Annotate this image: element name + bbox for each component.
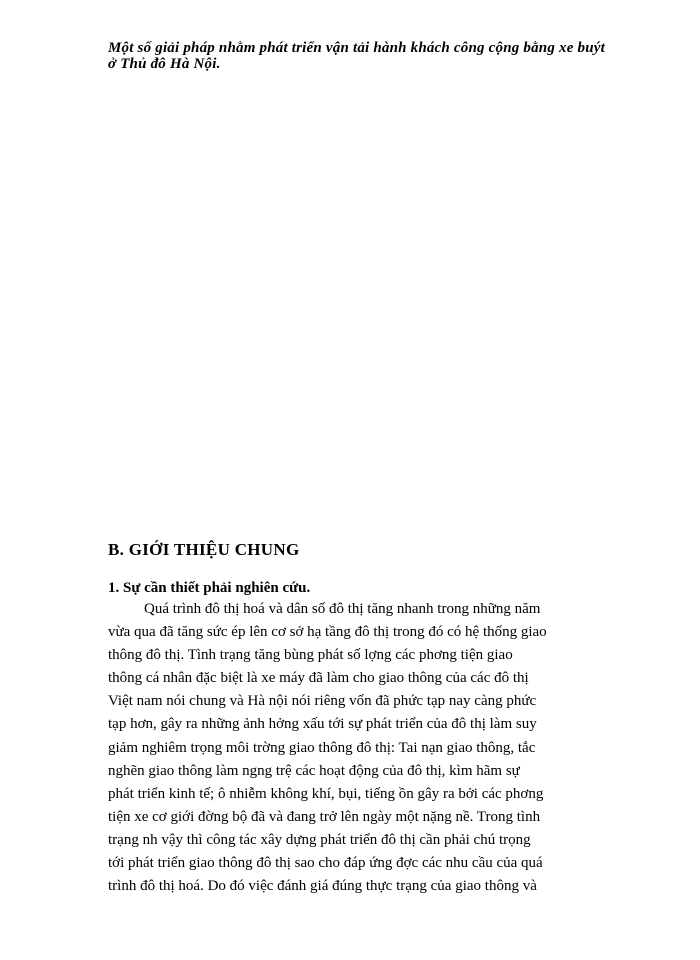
- body-line: tới phát triển giao thông đô thị sao cho đáp ứng đợc các nhu cầu của quá: [108, 855, 543, 872]
- body-line: vừa qua đã tăng sức ép lên cơ sở hạ tầng đô thị trong đó có hệ thống giao: [108, 624, 547, 641]
- subsection-heading: 1. Sự cần thiết phải nghiên cứu.: [108, 580, 311, 596]
- section-heading: B. GIỚI THIỆU CHUNG: [108, 540, 300, 559]
- body-line: phát triển kinh tế; ô nhiễm không khí, bụi, tiếng ồn gây ra bởi các phơng: [108, 785, 544, 802]
- body-line: thông đô thị. Tình trạng tăng bùng phát số lợng các phơng tiện giao: [108, 647, 513, 664]
- body-line: Quá trình đô thị hoá và dân số đô thị tăng nhanh trong những năm: [144, 601, 541, 617]
- body-paragraph: [108, 598, 600, 898]
- body-line: trạng nh vậy thì công tác xây dựng phát triển đô thị cần phải chú trọng: [108, 831, 531, 848]
- body-line: giảm nghiêm trọng môi trờng giao thông đô thị: Tai nạn giao thông, tắc: [108, 739, 536, 756]
- body-line: tạp hơn, gây ra những ảnh hởng xấu tới sự phát triển của đô thị làm suy: [108, 716, 537, 733]
- body-line: thông cá nhân đặc biệt là xe máy đã làm cho giao thông của các đô thị: [108, 670, 529, 687]
- body-line: nghẽn giao thông làm ngng trệ các hoạt động của đô thị, kìm hãm sự: [108, 762, 520, 779]
- body-line: trình đô thị hoá. Do đó việc đánh giá đúng thực trạng của giao thông và: [108, 878, 537, 895]
- document-header-title: Một số giải pháp nhằm phát triển vận tải hành khách công cộng bằng xe buýt ở Thủ đô Hà Nội.: [108, 40, 605, 72]
- body-line: Việt nam nói chung và Hà nội nói riêng vốn đã phức tạp nay càng phức: [108, 693, 537, 710]
- body-line: tiện xe cơ giới đờng bộ đã và đang trở lên ngày một nặng nề. Trong tình: [108, 808, 541, 825]
